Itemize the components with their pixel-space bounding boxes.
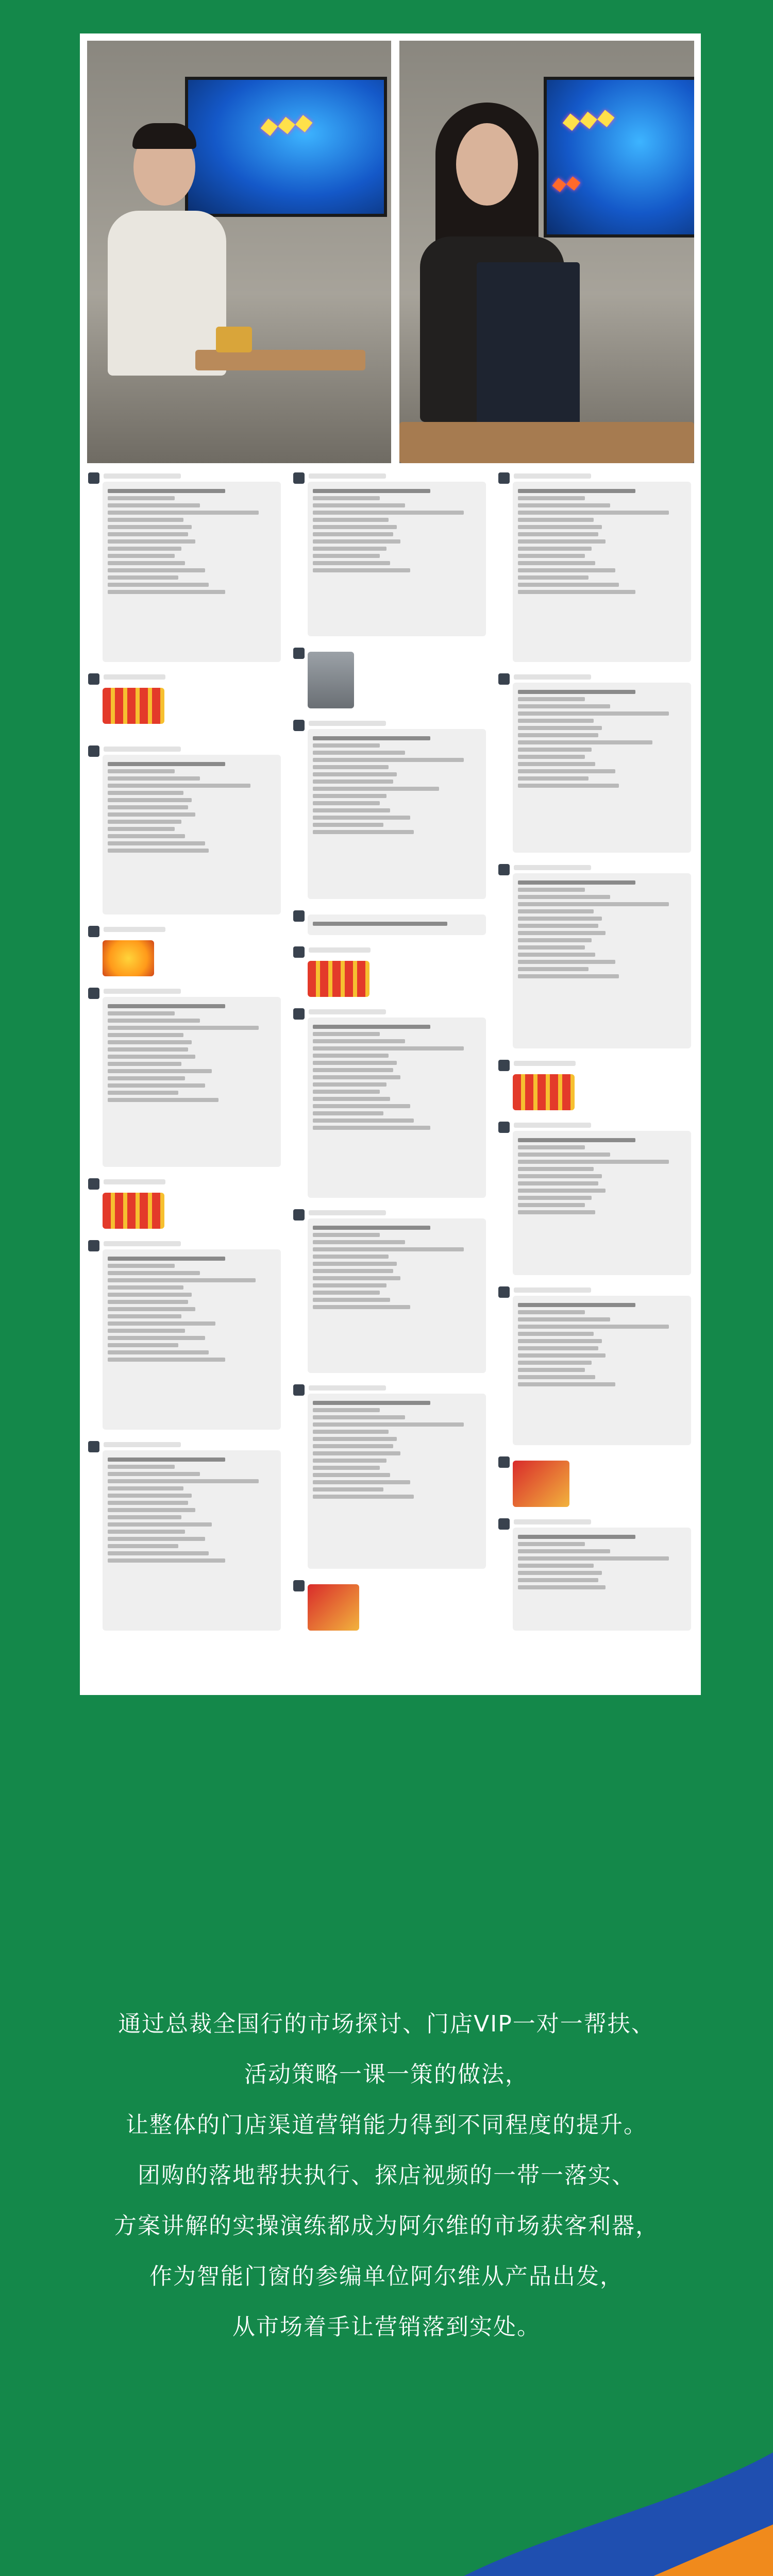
- intro-line: 团购的落地帮扶执行、探店视频的一带一落实、: [138, 2162, 635, 2189]
- avatar: [88, 745, 99, 757]
- avatar: [88, 673, 99, 685]
- photo-collage-panel: [80, 33, 701, 1695]
- avatar: [293, 648, 305, 659]
- intro-line: 从市场着手让营销落到实处。: [232, 2314, 541, 2340]
- avatar: [498, 864, 510, 875]
- chat-message: [292, 1007, 489, 1203]
- intro-line: 活动策略一课一策的做法，: [244, 2061, 529, 2088]
- avatar: [293, 1008, 305, 1020]
- chat-column-3: [497, 471, 694, 1687]
- chat-message-sticker: [87, 1177, 284, 1234]
- chat-message-photo: [292, 647, 489, 714]
- intro-line: 作为智能门窗的参编单位阿尔维从产品出发，: [149, 2263, 624, 2290]
- chat-message: [87, 1239, 284, 1435]
- avatar: [293, 910, 305, 922]
- avatar: [293, 1580, 305, 1591]
- avatar: [293, 720, 305, 731]
- chat-message: [497, 863, 694, 1054]
- sticker-image: [513, 1074, 575, 1110]
- chat-message: [292, 909, 489, 940]
- intro-paragraph: [0, 1999, 773, 2352]
- avatar: [498, 1122, 510, 1133]
- chat-message: [497, 1285, 694, 1450]
- avatar: [498, 673, 510, 685]
- avatar: [498, 1286, 510, 1298]
- photo-image: [308, 1584, 359, 1631]
- chat-message: [292, 1208, 489, 1378]
- chat-message-photo: [292, 1579, 489, 1636]
- chat-column-1: [87, 471, 284, 1687]
- chat-message: [497, 1121, 694, 1280]
- avatar: [88, 1178, 99, 1190]
- chat-column-2: [292, 471, 489, 1687]
- sticker-image: [308, 961, 369, 997]
- avatar: [498, 472, 510, 484]
- chat-message-sticker: [87, 672, 284, 739]
- sticker-image: [103, 940, 154, 976]
- chat-message-sticker: [497, 1059, 694, 1115]
- display-screen: ◆◆◆: [185, 77, 387, 217]
- photo-image: [308, 652, 354, 708]
- avatar: [293, 1209, 305, 1221]
- chat-message-photo: [497, 1455, 694, 1512]
- chat-message: [87, 471, 284, 667]
- decorative-waves: [0, 2421, 773, 2576]
- chat-message: [87, 1440, 284, 1636]
- chat-message: [292, 471, 489, 641]
- sticker-image: [103, 1193, 164, 1229]
- avatar: [498, 1518, 510, 1530]
- meeting-photo-right: [399, 41, 694, 463]
- chat-message-sticker: [87, 925, 284, 981]
- meeting-photo-left: [87, 41, 391, 463]
- avatar: [293, 472, 305, 484]
- poster-image: [513, 1461, 569, 1507]
- chat-message-sticker: [292, 945, 489, 1002]
- avatar: [293, 946, 305, 958]
- chat-message: [87, 744, 284, 920]
- intro-line: 通过总裁全国行的市场探讨、门店VIP一对一帮扶、: [118, 2011, 655, 2037]
- intro-line: 让整体的门店渠道营销能力得到不同程度的提升。: [126, 2112, 647, 2138]
- avatar: [88, 472, 99, 484]
- chat-message: [497, 471, 694, 667]
- table: [195, 350, 365, 370]
- chat-screenshots-collage: [87, 471, 694, 1687]
- chat-message: [292, 1383, 489, 1574]
- chat-message: [497, 1517, 694, 1636]
- avatar: [88, 988, 99, 999]
- avatar: [88, 1240, 99, 1251]
- avatar: [88, 926, 99, 937]
- avatar: [88, 1441, 99, 1452]
- chat-message: [87, 987, 284, 1172]
- avatar: [498, 1456, 510, 1468]
- avatar: [293, 1384, 305, 1396]
- display-screen: ◆◆◆ ◆◆: [544, 77, 694, 238]
- avatar: [498, 1060, 510, 1071]
- sticker-image: [103, 688, 164, 724]
- intro-line: 方案讲解的实操演练都成为阿尔维的市场获客利器，: [114, 2213, 659, 2239]
- chat-message: [292, 719, 489, 904]
- chat-message: [497, 672, 694, 858]
